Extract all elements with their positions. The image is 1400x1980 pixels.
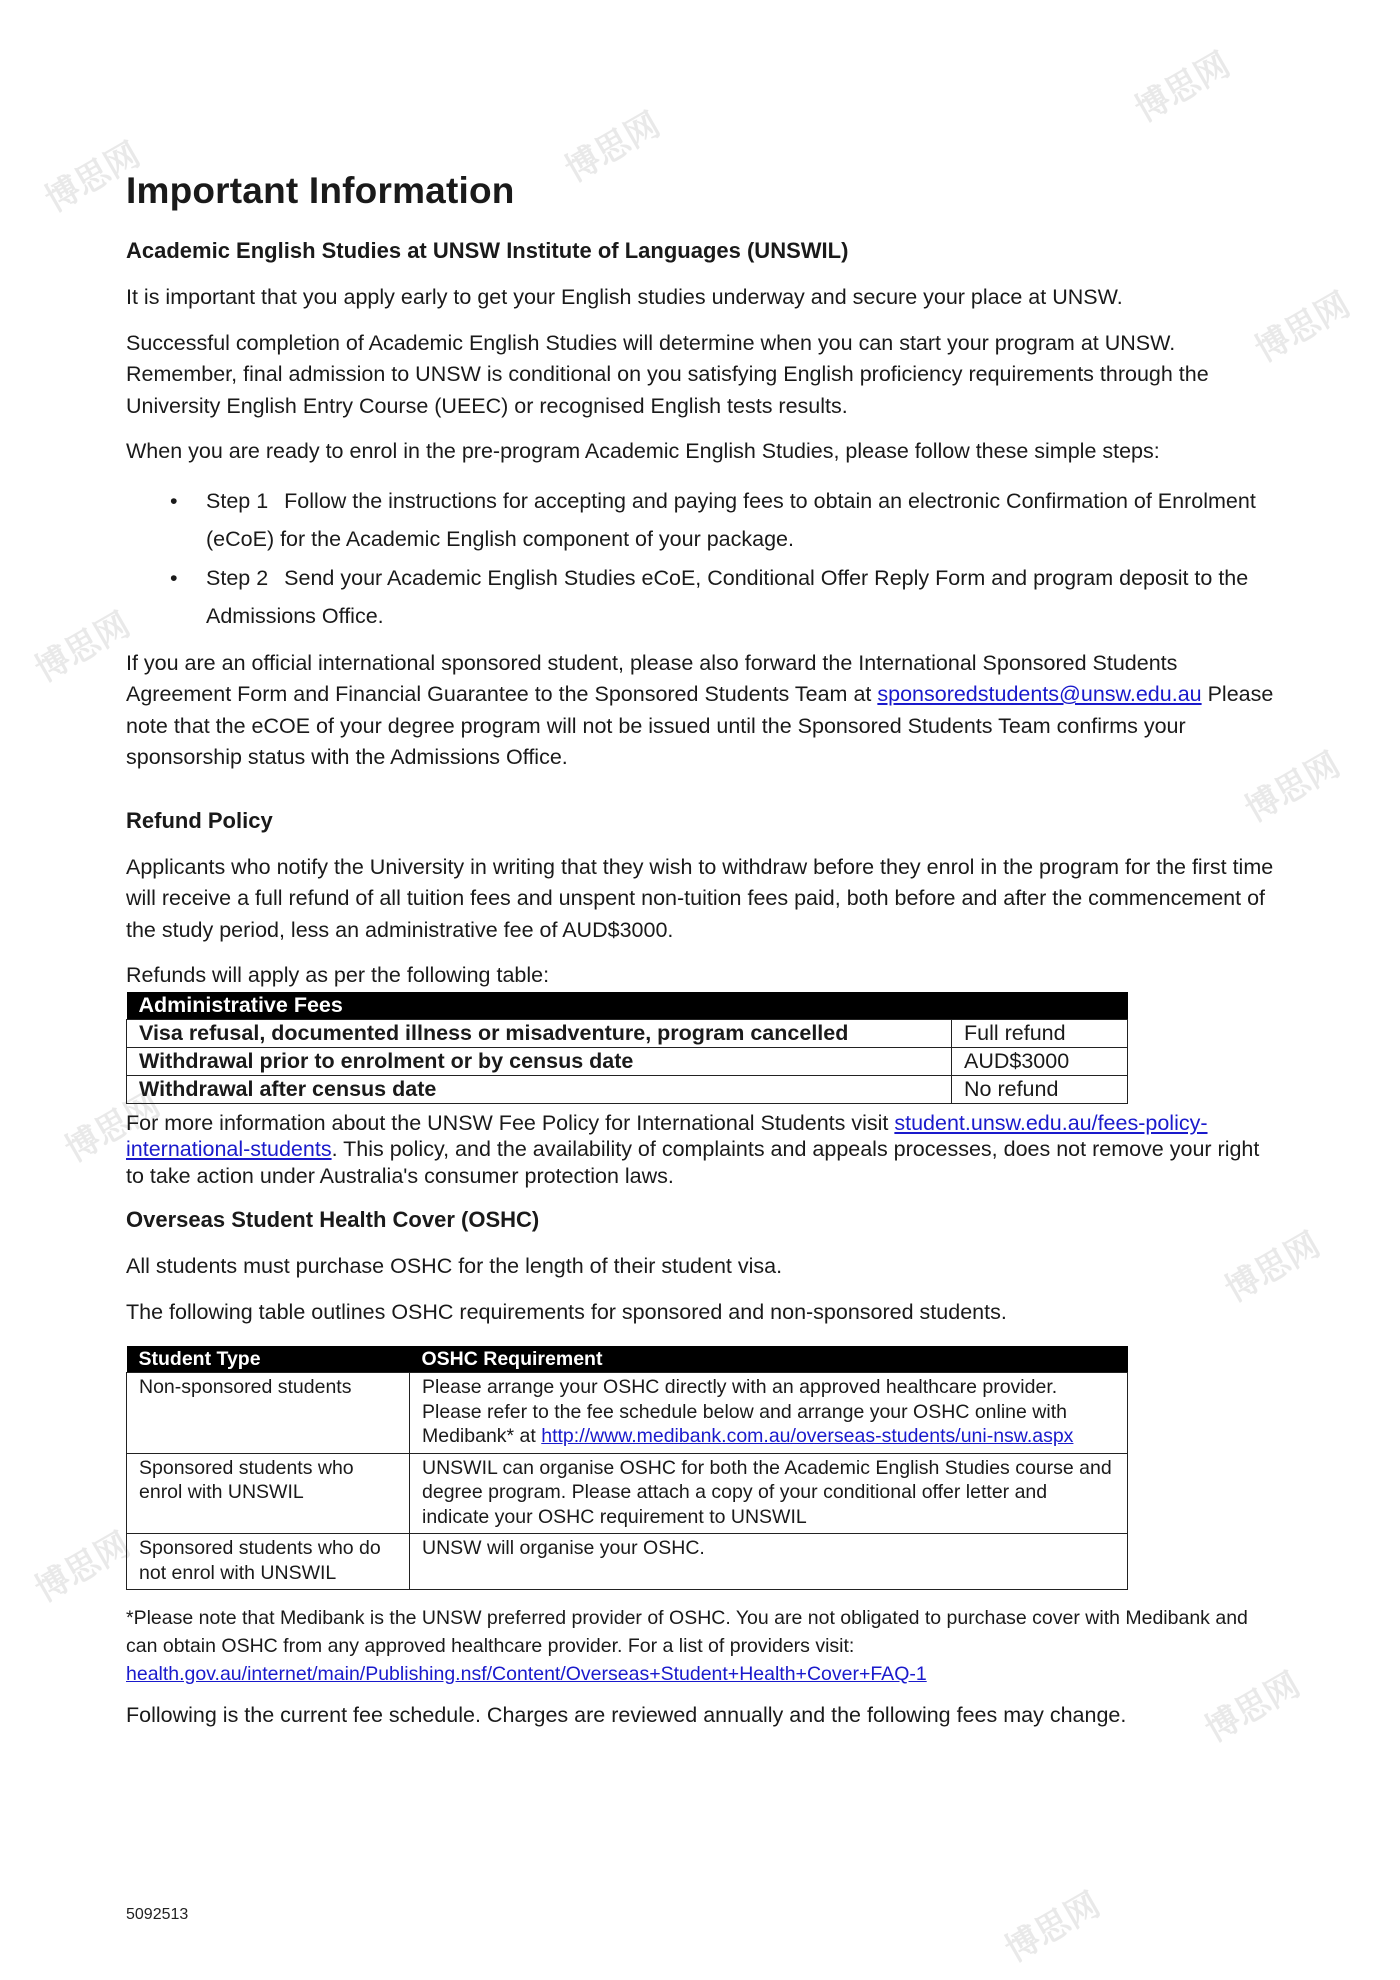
- watermark: 博思网: [1218, 1224, 1327, 1311]
- document-id: 5092513: [126, 1906, 189, 1923]
- section-heading-unswil: Academic English Studies at UNSW Institute of Languages (UNSWIL): [126, 238, 849, 263]
- page-title: Important Information: [126, 170, 515, 211]
- section-heading-refund: Refund Policy: [126, 807, 273, 833]
- medibank-link[interactable]: http://www.medibank.com.au/overseas-students/uni-nsw.aspx: [541, 1425, 1074, 1447]
- paragraph: Refunds will apply as per the following table:: [126, 963, 550, 987]
- watermark: 博思网: [1248, 284, 1357, 371]
- watermark: 博思网: [1128, 44, 1237, 131]
- fee-policy-link[interactable]: student.unsw.edu.au/fees-policy-international-students: [126, 1110, 1208, 1161]
- table-cell: Visa refusal, documented illness or misadventure, program cancelled: [127, 1019, 952, 1047]
- health-gov-link[interactable]: health.gov.au/internet/main/Publishing.nsf/Content/Overseas+Student+Health+Cover+FAQ-1: [126, 1663, 927, 1685]
- table-row: [127, 1047, 1128, 1075]
- text-span: Please arrange your OSHC directly with an approved healthcare provider. Please refer to the fee schedule below and arrange your OSHC online with Medibank* at: [422, 1376, 1067, 1447]
- table-cell: Sponsored students who do not enrol with UNSWIL: [127, 1534, 410, 1590]
- paragraph: The following table outlines OSHC requirements for sponsored and non-sponsored students.: [126, 1299, 1007, 1324]
- sponsored-email-link[interactable]: sponsoredstudents@unsw.edu.au: [877, 682, 1202, 706]
- table-row: [127, 1075, 1128, 1103]
- table-header: Administrative Fees: [127, 992, 1128, 1020]
- table-row: [127, 1019, 1128, 1047]
- table-row: [127, 1373, 1128, 1454]
- text-span: . This policy, and the availability of complaints and appeals processes, does not remove your right to take action under Australia's consumer protection laws.: [126, 1137, 1260, 1188]
- section-heading-oshc: Overseas Student Health Cover (OSHC): [126, 1207, 540, 1232]
- list-item: [126, 559, 1276, 636]
- watermark: 博思网: [28, 604, 137, 691]
- refund-table: [126, 992, 1128, 1104]
- step-label: Step 1: [206, 488, 269, 513]
- paragraph-fee-policy: [126, 1110, 1276, 1190]
- table-cell: Non-sponsored students: [127, 1373, 410, 1454]
- paragraph: When you are ready to enrol in the pre-program Academic English Studies, please follow these simple steps:: [126, 439, 1160, 463]
- watermark: 博思网: [1238, 744, 1347, 831]
- table-row: [127, 1453, 1128, 1534]
- step-label: Step 2: [206, 565, 269, 590]
- table-cell: [410, 1373, 1128, 1454]
- table-cell: Withdrawal prior to enrolment or by census date: [127, 1047, 952, 1075]
- steps-list: [126, 482, 1276, 636]
- paragraph: It is important that you apply early to get your English studies underway and secure your place at UNSW.: [126, 285, 1123, 309]
- paragraph: All students must purchase OSHC for the length of their student visa.: [126, 1254, 783, 1278]
- oshc-table: [126, 1346, 1128, 1590]
- watermark: 博思网: [38, 134, 147, 221]
- table-cell: No refund: [952, 1075, 1128, 1103]
- paragraph-sponsored: [126, 648, 1276, 774]
- text-span: If you are an official international sponsored student, please also forward the International Sponsored Students Agreement Form and Financial Guarantee to the Sponsored Students Team at: [126, 650, 1178, 706]
- paragraph: Applicants who notify the University in writing that they wish to withdraw before they enrol in the program for the first time will receive a full refund of all tuition fees and unspent non-tuition fees paid, both before and after the commencement of the study period, less an administrative fee of AUD$3000.: [126, 854, 1274, 942]
- watermark: 博思网: [58, 1084, 167, 1171]
- table-cell: Full refund: [952, 1019, 1128, 1047]
- text-span: *Please note that Medibank is the UNSW preferred provider of OSHC. You are not obligated to purchase cover with Medibank and can obtain OSHC from any approved healthcare provider. For a list of providers visit:: [126, 1607, 1248, 1657]
- watermark: 博思网: [558, 104, 667, 191]
- table-cell: Sponsored students who enrol with UNSWIL: [127, 1453, 410, 1534]
- table-cell: AUD$3000: [952, 1047, 1128, 1075]
- table-header: Student Type: [127, 1346, 410, 1373]
- watermark: 博思网: [1198, 1664, 1307, 1751]
- watermark: 博思网: [28, 1524, 137, 1611]
- table-cell: Withdrawal after census date: [127, 1075, 952, 1103]
- step-text: Follow the instructions for accepting and paying fees to obtain an electronic Confirmation of Enrolment (eCoE) for the Academic English component of your package.: [206, 488, 1256, 551]
- text-span: Please note that the eCOE of your degree program will not be issued until the Sponsored Students Team confirms your sponsorship status with the Admissions Office.: [126, 682, 1274, 769]
- watermark: 博思网: [998, 1884, 1107, 1971]
- table-cell: UNSWIL can organise OSHC for both the Academic English Studies course and degree program. Please attach a copy of your conditional offer letter and indicate your OSHC requirement to UNSWIL: [410, 1453, 1128, 1534]
- table-cell: UNSW will organise your OSHC.: [410, 1534, 1128, 1590]
- table-header: OSHC Requirement: [410, 1346, 1128, 1373]
- medibank-note: [126, 1604, 1276, 1688]
- paragraph: Successful completion of Academic English Studies will determine when you can start your program at UNSW. Remember, final admission to UNSW is conditional on you satisfying English proficiency requirements through the University English Entry Course (UEEC) or recognised English tests results.: [126, 330, 1209, 418]
- document-page: [126, 170, 1276, 1746]
- step-text: Send your Academic English Studies eCoE, Conditional Offer Reply Form and program deposit to the Admissions Office.: [206, 565, 1249, 628]
- table-row: [127, 1534, 1128, 1590]
- paragraph-fee-schedule: Following is the current fee schedule. Charges are reviewed annually and the following fees may change.: [126, 1703, 1127, 1727]
- text-span: For more information about the UNSW Fee Policy for International Students visit: [126, 1110, 895, 1135]
- list-item: [126, 482, 1276, 559]
